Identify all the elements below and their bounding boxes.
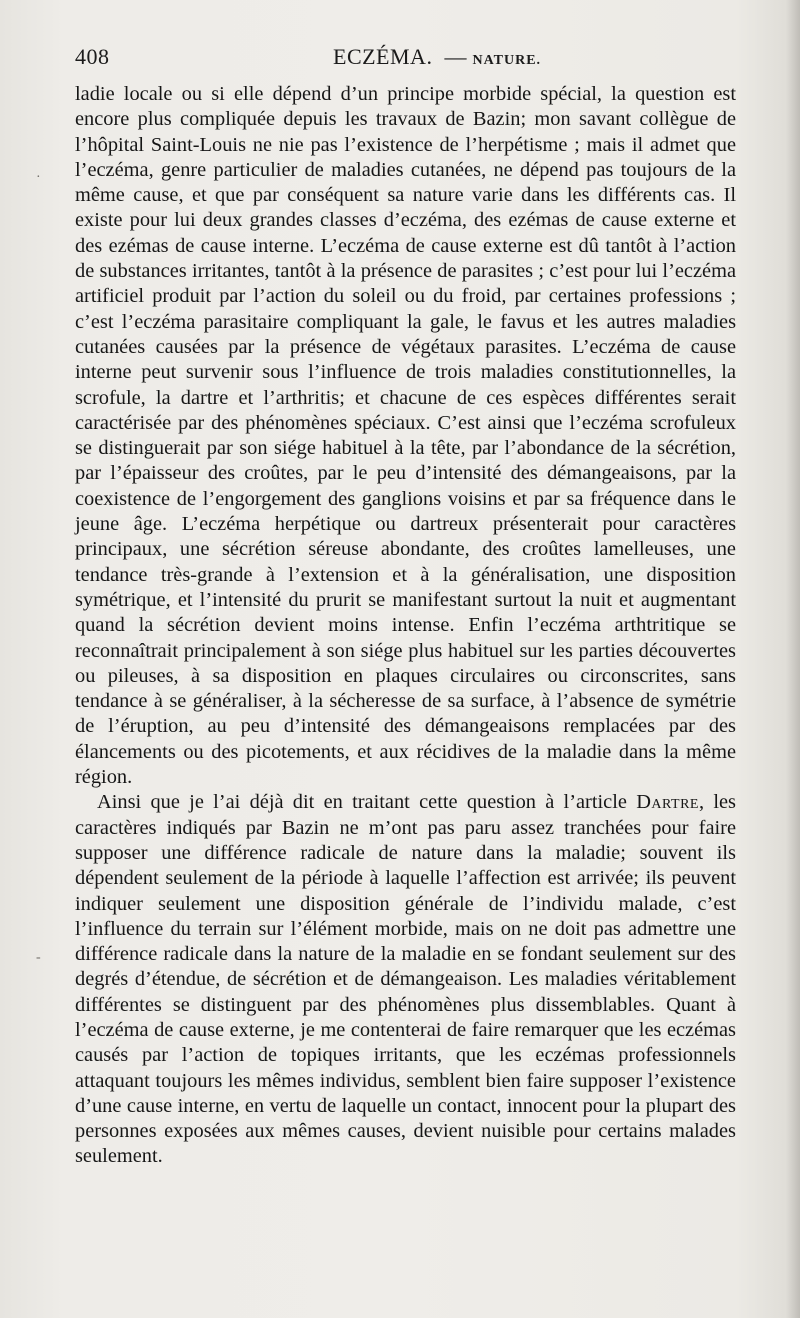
page-gutter-shadow (786, 0, 800, 1318)
margin-mark: · (36, 170, 41, 185)
running-head-title: ECZÉMA. (333, 44, 433, 69)
article-reference: Dartre (636, 791, 699, 814)
running-head-dash: — (444, 44, 467, 69)
running-head (333, 44, 541, 70)
body-text (75, 82, 736, 1170)
page-header (75, 44, 735, 76)
paragraph (75, 790, 736, 1169)
paragraph: ladie locale ou si elle dépend d’un principe morbide spécial, la question est encore plus compliquée depuis les travaux de Bazin; mon savant collègue de l’hôpital Saint-Louis ne nie pas l’existence de l’herpétisme ; mais il admet que l’eczéma, genre particulier de maladies cutanées, ne dépend pas toujours de la même cause, et que par conséquent sa nature varie dans les différents cas. Il existe pour lui deux grandes classes d’eczéma, des ezémas de cause externe et des ezémas de cause interne. L’eczéma de cause externe est dû tantôt à l’action de substances irritantes, tantôt à la présence de parasites ; c’est pour lui l’eczéma artificiel produit par l’action du soleil ou du froid, par certaines professions ; c’est l’eczéma parasitaire compliquant la gale, le favus et les autres maladies cutanées causées par la présence de végétaux parasites. L’eczéma de cause interne peut survenir sous l’influence de trois maladies constitutionnelles, la scrofule, la dartre et l’arthritis; et chacune de ces espèces différentes serait caractérisée par des phénomènes spéciaux. C’est ainsi que l’eczéma scrofuleux se distinguerait par son siége habituel à la tête, par l’abondance de la sécrétion, par l’épaisseur des croûtes, par le peu d’intensité des démangeaisons, par la coexistence de l’engorgement des ganglions voisins et par sa fréquence dans le jeune âge. L’eczéma herpétique ou dartreux présenterait pour caractères principaux, une sécrétion séreuse abondante, des croûtes lamelleuses, une tendance très-grande à l’extension et à la généralisation, une disposition symétrique, et l’intensité du prurit se manifestant surtout la nuit et augmentant quand la sécrétion devient moins intense. Enfin l’eczéma arthtritique se reconnaîtrait principalement à son siége plus habituel sur les parties découvertes ou pileuses, à sa disposition en plaques circulaires ou circonscrites, sans tendance à se généraliser, à la sécheresse de sa surface, à l’absence de symétrie de l’éruption, au peu d’intensité des démangeaisons remplacées par des élancements ou des picotements, et aux récidives de la maladie dans la même région. (75, 83, 736, 789)
page-number: 408 (75, 44, 110, 69)
paragraph-text: , les caractères indiqués par Bazin ne m’ont pas paru assez tranchées pour faire supposer une différence radicale de nature dans la maladie; souvent ils dépendent seulement de la période à laquelle l’affection est arrivée; ils peuvent indiquer seulement une disposition générale de l’individu malade, c’est l’influence du terrain sur l’élément morbide, mais on ne doit pas admettre une différence radicale dans la nature de la maladie en se fondant seulement sur des degrés d’étendue, de sécrétion et de démangeaison. Les maladies véritablement différentes se distinguent par des phénomènes plus dissemblables. Quant à l’eczéma de cause externe, je me contenterai de faire remarquer que les eczémas causés par l’action de topiques irritants, que les eczémas professionnels attaquant toujours les mêmes individus, semblent bien faire supposer l’existence d’une cause interne, en vertu de laquelle un contact, innocent pour la plupart des personnes exposées aux mêmes causes, devient nuisible pour certains malades seulement. (75, 791, 736, 1168)
margin-mark: - (36, 950, 41, 965)
paragraph-text: Ainsi que je l’ai déjà dit en traitant cette question à l’article (97, 791, 637, 814)
running-head-subtitle: NATURE. (472, 53, 542, 68)
